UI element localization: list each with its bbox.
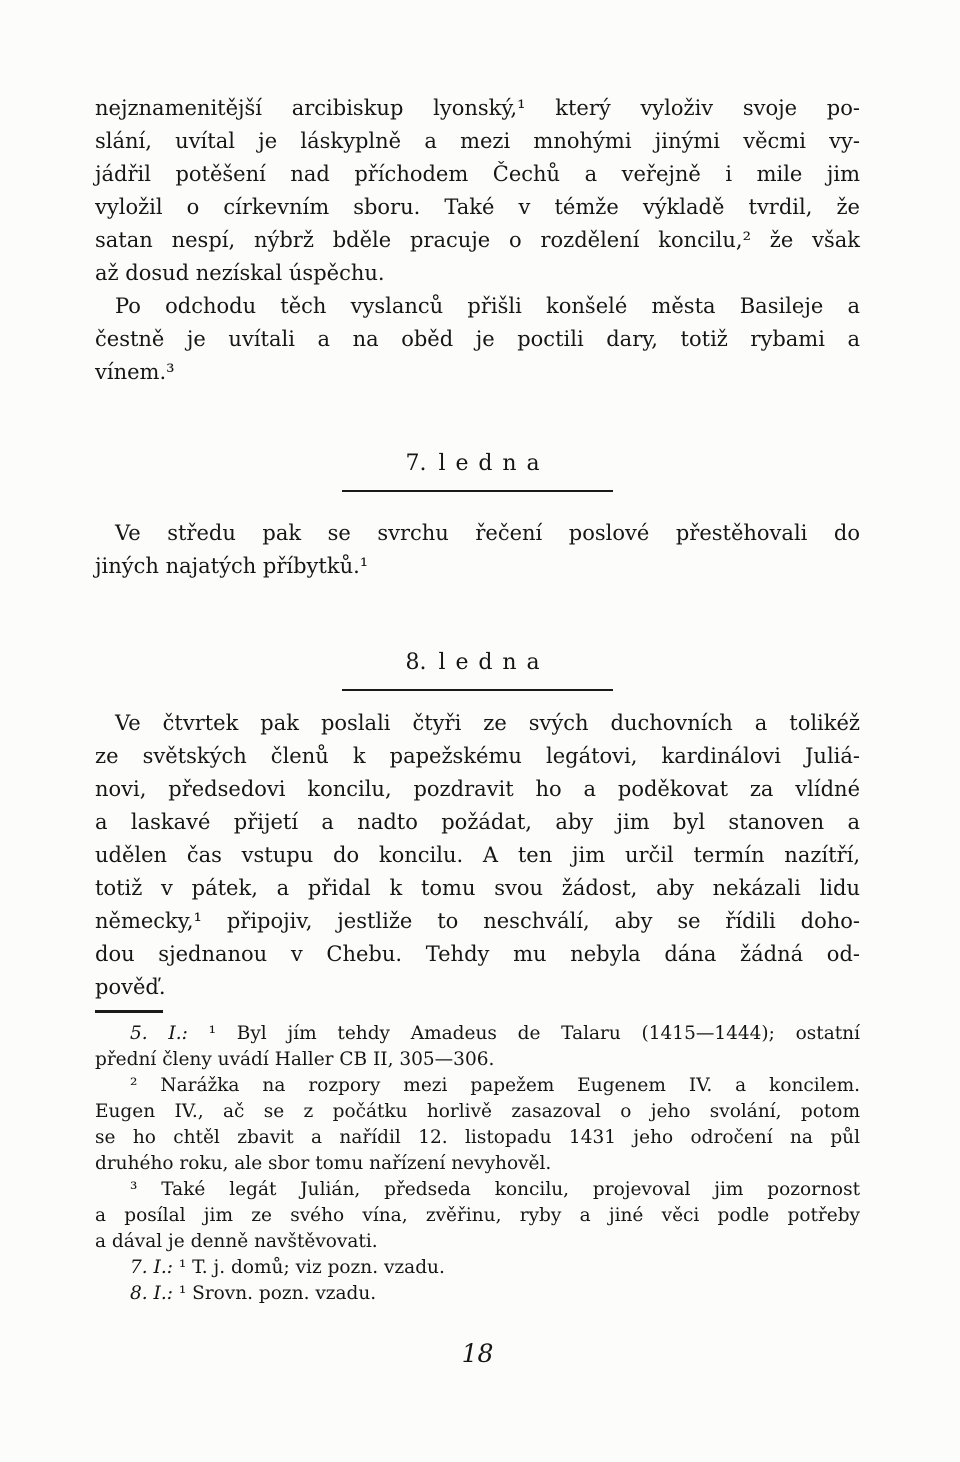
footnote-text: Eugen IV., ač se z počátku horlivě zasazoval o jeho svolání, potom [95,1101,860,1122]
text-line: a laskavé přijetí a nadto požádat, aby jim byl stanoven a [95,810,860,834]
text-line: vyložil o církevním sboru. Také v témže výkladě tvrdil, že [95,195,860,219]
footnote-date-label: 7. I.: [130,1257,173,1278]
heading-underline [342,447,614,492]
footnote-line [95,1177,860,1203]
footnote-line [95,1203,860,1229]
text-line: udělen čas vstupu do koncilu. A ten jim určil termín nazítří, [95,843,860,867]
footnote-line [95,1281,860,1307]
text-line: ze světských členů k papežskému legátovi, kardinálovi Juliá- [95,744,860,768]
footnote-line [95,1229,860,1255]
paragraph [95,707,860,1004]
footnote-line [95,1099,860,1125]
footnote-date-label: 8. I.: [130,1283,173,1304]
text-line: totiž v pátek, a přidal k tomu svou žádost, aby nekázali lidu [95,876,860,900]
text-line: čestně je uvítali a na oběd je poctili dary, totiž rybami a [95,327,860,351]
footnote-line [95,1047,860,1073]
text-line: slání, uvítal je láskyplně a mezi mnohými jinými věcmi vy- [95,129,860,153]
paragraph [95,290,860,389]
text-line: pověď. [95,975,166,999]
footnote-line [95,1125,860,1151]
page-number: 18 [461,1339,494,1368]
heading-month-word: ledna [438,451,550,476]
text-line: satan nespí, nýbrž bděle pracuje o rozdělení koncilu,² že však [95,228,860,252]
heading-day-number: 8. [405,650,427,675]
footnote-line [95,1073,860,1099]
footnote-separator [95,1010,163,1013]
paragraph [95,517,860,583]
footnote-text: ¹ T. j. domů; viz pozn. vzadu. [178,1257,445,1278]
heading-month-word: ledna [438,650,550,675]
footnote-date-label: 5. I.: [130,1023,188,1044]
date-heading-8-ledna [95,646,860,691]
text-line: dou sjednanou v Chebu. Tehdy mu nebyla dána žádná od- [95,942,860,966]
heading-day-number: 7. [405,451,427,476]
footnote-line [95,1151,860,1177]
heading-underline [342,646,614,691]
footnote-text: druhého roku, ale sbor tomu nařízení nevyhověl. [95,1153,552,1174]
footnote-text: ¹ Byl jím tehdy Amadeus de Talaru (1415—1444); ostatní [208,1023,860,1044]
footnote-text: ¹ Srovn. pozn. vzadu. [178,1283,377,1304]
text-line: Po odchodu těch vyslanců přišli konšelé města Basileje a [115,294,860,318]
footnote-line [95,1021,860,1047]
text-line: jádřil potěšení nad příchodem Čechů a veřejně i mile jim [95,162,860,186]
footnote-line [95,1255,860,1281]
footnote-text: přední členy uvádí Haller CB II, 305—306. [95,1049,495,1070]
date-heading-7-ledna [95,447,860,492]
text-line: nejznamenitější arcibiskup lyonský,¹ který vyloživ svoje po- [95,96,860,120]
text-line: Ve středu pak se svrchu řečení poslové přestěhovali do [115,521,860,545]
footnote-text: ³ Také legát Julián, předseda koncilu, projevoval jim pozornost [130,1179,860,1200]
footnotes-block [95,1021,860,1307]
footnote-text: a dával je denně navštěvovati. [95,1231,378,1252]
text-line: německy,¹ připojiv, jestliže to neschválí, aby se řídili doho- [95,909,860,933]
paragraph-continuation [95,92,860,290]
text-line: vínem.³ [95,360,175,384]
text-block [95,92,860,1368]
footnote-text: se ho chtěl zbavit a nařídil 12. listopadu 1431 jeho odročení na půl [95,1127,860,1148]
text-line: novi, předsedovi koncilu, pozdravit ho a poděkovat za vlídné [95,777,860,801]
footnote-text: a posílal jim ze svého vína, zvěřinu, ryby a jiné věci podle potřeby [95,1205,860,1226]
text-line: až dosud nezískal úspěchu. [95,261,385,285]
text-line: jiných najatých příbytků.¹ [95,554,369,578]
text-line: Ve čtvrtek pak poslali čtyři ze svých duchovních a tolikéž [115,711,860,735]
footnote-text: ² Narážka na rozpory mezi papežem Eugenem IV. a koncilem. [130,1075,860,1096]
